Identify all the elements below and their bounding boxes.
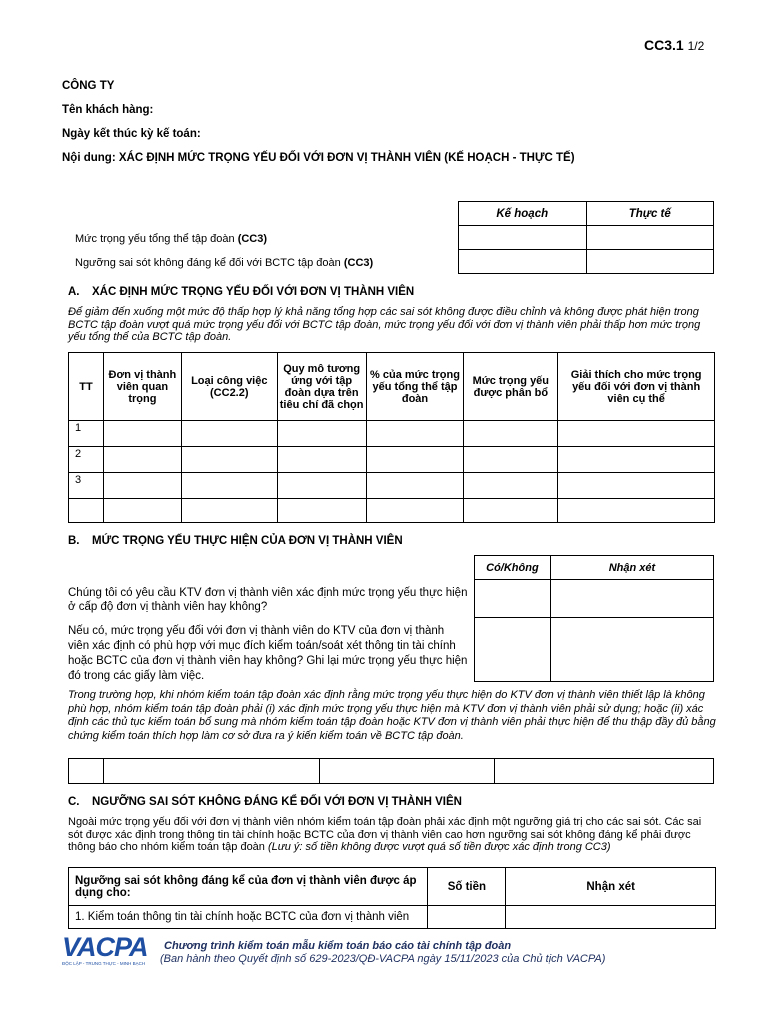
table-cell[interactable] xyxy=(495,759,714,784)
q2-comment-cell[interactable] xyxy=(550,618,713,682)
table-cell[interactable] xyxy=(181,447,277,473)
actual-header: Thực tế xyxy=(586,202,714,226)
threshold-comment-header: Nhận xét xyxy=(506,868,716,906)
section-c-title-text: NGƯỠNG SAI SÓT KHÔNG ĐÁNG KỂ ĐỐI VỚI ĐƠN VỊ THÀNH VIÊN xyxy=(92,796,462,808)
row-number: 2 xyxy=(69,447,104,473)
performance-materiality-table xyxy=(474,555,714,682)
row-number xyxy=(69,499,104,523)
amount-header: Số tiền xyxy=(428,868,506,906)
table-row xyxy=(69,473,715,499)
component-table xyxy=(68,352,715,523)
table-cell[interactable] xyxy=(464,499,558,523)
table-row xyxy=(69,906,716,929)
table-cell[interactable] xyxy=(103,447,181,473)
table-cell[interactable] xyxy=(558,447,715,473)
table-cell[interactable] xyxy=(366,421,464,447)
table-cell[interactable] xyxy=(103,499,181,523)
company-label: CÔNG TY xyxy=(62,80,115,92)
table-cell[interactable] xyxy=(464,447,558,473)
threshold-header: Ngưỡng sai sót không đáng kể của đơn vị thành viên được áp dụng cho: xyxy=(69,868,428,906)
table-cell[interactable] xyxy=(181,499,277,523)
table-cell[interactable] xyxy=(181,421,277,447)
col-tt: TT xyxy=(69,353,104,421)
row-number: 3 xyxy=(69,473,104,499)
table-cell[interactable] xyxy=(428,906,506,929)
section-b-title-text: MỨC TRỌNG YẾU THỰC HIỆN CỦA ĐƠN VỊ THÀNH VIÊN xyxy=(92,535,403,547)
plan-header: Kế hoạch xyxy=(459,202,587,226)
col-component: Đơn vị thành viên quan trọng xyxy=(103,353,181,421)
section-a-title-text: XÁC ĐỊNH MỨC TRỌNG YẾU ĐỐI VỚI ĐƠN VỊ THÀNH VIÊN xyxy=(92,286,415,298)
section-c-letter: C. xyxy=(68,796,80,808)
table-cell[interactable] xyxy=(103,759,319,784)
group-threshold-text: Ngưỡng sai sót không đáng kể đối với BCTC tập đoàn xyxy=(75,257,341,269)
comment-header: Nhận xét xyxy=(550,556,713,580)
table-cell[interactable] xyxy=(558,499,715,523)
group-materiality-label xyxy=(75,233,267,245)
col-scale: Quy mô tương ứng với tập đoàn dựa trên tiêu chí đã chọn xyxy=(277,353,366,421)
footer-line-1: Chương trình kiểm toán mẫu kiểm toán báo cáo tài chính tập đoàn xyxy=(164,940,512,952)
table-cell[interactable] xyxy=(277,447,366,473)
table-cell[interactable] xyxy=(181,473,277,499)
plan-materiality-cell[interactable] xyxy=(459,226,587,250)
question-1: Chúng tôi có yêu cầu KTV đơn vị thành viên xác định mức trọng yếu thực hiện ở cấp độ đơn vị thành viên hay không? xyxy=(68,587,468,613)
section-a-note: Để giảm đến xuống một mức độ thấp hợp lý khả năng tổng hợp các sai sót không được điều chỉnh và không được phát hiện trong BCTC tập đoàn vượt quá mức trọng yếu đối với BCTC tập đoàn, mức trọng yếu đối với đơn vị thành viên phải thấp hơn mức trọng yếu tổng thể của BCTC tập đoàn. xyxy=(68,306,701,343)
col-explanation: Giải thích cho mức trọng yếu đối với đơn vị thành viên cụ thể xyxy=(558,353,715,421)
threshold-row-label: 1. Kiểm toán thông tin tài chính hoặc BCTC của đơn vị thành viên xyxy=(69,906,428,929)
table-cell[interactable] xyxy=(366,473,464,499)
threshold-table xyxy=(68,867,716,929)
vacpa-logo-tagline: ĐỘC LẬP - TRUNG THỰC - MINH BẠCH xyxy=(62,961,146,966)
footer-line-2: (Ban hành theo Quyết định số 629-2023/QĐ-VACPA ngày 15/11/2023 của Chủ tịch VACPA) xyxy=(160,953,606,965)
actual-materiality-cell[interactable] xyxy=(586,226,714,250)
client-label: Tên khách hàng: xyxy=(62,104,154,116)
table-cell[interactable] xyxy=(464,473,558,499)
section-b-blank-table xyxy=(68,758,714,784)
table-cell[interactable] xyxy=(69,759,104,784)
period-end-label: Ngày kết thúc kỳ kế toán: xyxy=(62,128,201,140)
table-cell[interactable] xyxy=(277,499,366,523)
group-materiality-ref: (CC3) xyxy=(237,233,268,245)
question-2: Nếu có, mức trọng yếu đối với đơn vị thành viên do KTV của đơn vị thành viên xác định có phù hợp với mục đích kiểm toán/soát xét thông tin tài chính hoặc BCTC của đơn vị thành viên hay không? Ghi lại mức trọng yếu thực hiện đó trong các giấy làm việc. xyxy=(68,625,468,682)
table-cell[interactable] xyxy=(277,473,366,499)
actual-threshold-cell[interactable] xyxy=(586,250,714,274)
group-threshold-ref: (CC3) xyxy=(343,257,374,269)
yes-no-header: Có/Không xyxy=(475,556,551,580)
section-c-paragraph xyxy=(68,816,716,854)
table-cell[interactable] xyxy=(319,759,495,784)
content-label: Nội dung: XÁC ĐỊNH MỨC TRỌNG YẾU ĐỐI VỚI ĐƠN VỊ THÀNH VIÊN (KẾ HOẠCH - THỰC TẾ) xyxy=(62,152,575,164)
row-number: 1 xyxy=(69,421,104,447)
table-cell[interactable] xyxy=(277,421,366,447)
table-row xyxy=(69,447,715,473)
col-percent: % của mức trọng yếu tổng thể tập đoàn xyxy=(366,353,464,421)
page-code xyxy=(644,37,704,53)
q1-yes-no-cell[interactable] xyxy=(475,580,551,618)
vacpa-logo-text: VACPA xyxy=(62,932,148,962)
table-row xyxy=(69,499,715,523)
q1-comment-cell[interactable] xyxy=(550,580,713,618)
section-c-note: (Lưu ý: số tiền không được vượt quá số tiền được xác định trong CC3) xyxy=(267,841,611,853)
section-b-note: Trong trường hợp, khi nhóm kiểm toán tập đoàn xác định rằng mức trọng yếu thực hiện do KTV đơn vị thành viên thiết lập là không phù hợp, nhóm kiểm toán tập đoàn phải (i) xác định mức trọng yếu thực hiện mà KTV đơn vị thành viên phải sử dụng; hoặc (ii) xác định các thủ tục kiểm toán bổ sung mà nhóm kiểm toán tập đoàn hoặc KTV đơn vị thành viên phải thực hiện để thu thập đầy đủ bằng chứng kiểm toán thích hợp làm cơ sở đưa ra ý kiến kiểm toán về BCTC tập đoàn. xyxy=(68,689,716,742)
page-number: 1/2 xyxy=(687,39,705,53)
table-cell[interactable] xyxy=(366,447,464,473)
table-cell[interactable] xyxy=(464,421,558,447)
plan-threshold-cell[interactable] xyxy=(459,250,587,274)
section-b-letter: B. xyxy=(68,535,80,547)
footer-logo xyxy=(62,934,154,968)
table-cell[interactable] xyxy=(103,473,181,499)
section-a-letter: A. xyxy=(68,286,80,298)
table-cell[interactable] xyxy=(366,499,464,523)
section-c-text: Ngoài mức trọng yếu đối với đơn vị thành viên nhóm kiểm toán tập đoàn phải xác định một ngưỡng giá trị cho các sai sót. Các sai sót được xác định trong thông tin tài chính hoặc BCTC của đơn vị thành viên cao hơn ngưỡng sai sót không đáng kể phải được thông báo cho nhóm kiểm toán tập đoàn xyxy=(68,816,702,853)
form-code: CC3.1 xyxy=(644,37,684,53)
table-cell[interactable] xyxy=(103,421,181,447)
group-threshold-label xyxy=(75,257,373,269)
col-allocated: Mức trọng yếu được phân bổ xyxy=(464,353,558,421)
section-a-title xyxy=(68,286,414,298)
table-cell[interactable] xyxy=(506,906,716,929)
q2-yes-no-cell[interactable] xyxy=(475,618,551,682)
table-cell[interactable] xyxy=(558,421,715,447)
group-materiality-text: Mức trọng yếu tổng thể tập đoàn xyxy=(75,233,235,245)
section-c-title xyxy=(68,796,462,808)
summary-table xyxy=(458,201,714,274)
section-b-title xyxy=(68,535,403,547)
table-row xyxy=(69,421,715,447)
table-cell[interactable] xyxy=(558,473,715,499)
col-work-type: Loại công việc (CC2.2) xyxy=(181,353,277,421)
